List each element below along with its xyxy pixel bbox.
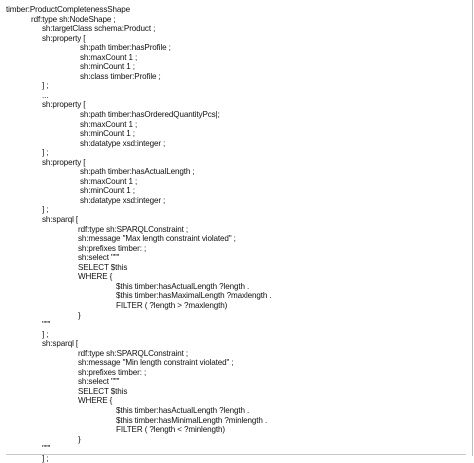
code-line: sh:prefixes timber: ;	[78, 243, 147, 253]
code-line: }	[78, 310, 81, 320]
code-line: FILTER ( ?length < ?minlength)	[116, 425, 225, 435]
code-line: sh:select """	[78, 377, 120, 387]
code-line-ellipsis: ...	[42, 90, 49, 100]
code-line: sh:datatype xsd:integer ;	[80, 138, 166, 148]
code-line: sh:maxCount 1 ;	[80, 176, 138, 186]
page-right-border	[472, 0, 473, 456]
code-line: sh:minCount 1 ;	[80, 62, 135, 72]
code-line: sh:path timber:hasOrderedQuantityPcs|;	[80, 110, 220, 120]
code-line: sh:maxCount 1 ;	[80, 119, 138, 129]
code-line: sh:datatype xsd:integer ;	[80, 195, 166, 205]
code-line: FILTER ( ?length > ?maxlength)	[116, 300, 228, 310]
code-line: sh:minCount 1 ;	[80, 129, 135, 139]
code-line: ] ;	[42, 453, 49, 463]
code-line: sh:class timber:Profile ;	[80, 71, 161, 81]
code-line: sh:property [	[42, 33, 86, 43]
code-line: $this timber:hasMinimalLength ?minlength .	[116, 415, 268, 425]
code-line: }	[78, 434, 81, 444]
code-line: $this timber:hasMaximalLength ?maxlength .	[116, 291, 272, 301]
code-line: sh:targetClass schema:Product ;	[42, 24, 156, 34]
code-line: sh:property [	[42, 157, 86, 167]
code-line: ] ;	[42, 205, 49, 215]
code-line: sh:minCount 1 ;	[80, 186, 135, 196]
code-line-shape-name: timber:ProductCompletenessShape	[6, 5, 131, 14]
code-line: sh:sparql [	[42, 215, 79, 225]
code-line: rdf:type sh:SPARQLConstraint ;	[78, 224, 189, 234]
shacl-code-block	[0, 5, 272, 463]
code-line: sh:property [	[42, 100, 86, 110]
code-line: SELECT $this	[78, 262, 128, 272]
code-line: ] ;	[42, 81, 49, 91]
code-line: ] ;	[42, 329, 49, 339]
code-line: """	[42, 444, 51, 454]
code-line: WHERE {	[78, 272, 113, 282]
code-line: rdf:type sh:SPARQLConstraint ;	[78, 348, 189, 358]
code-line: sh:message "Min length constraint violated" ;	[78, 358, 234, 368]
code-line: sh:maxCount 1 ;	[80, 52, 138, 62]
code-line: sh:message "Max length constraint violated" ;	[78, 234, 236, 244]
code-line: sh:sparql [	[42, 339, 79, 349]
code-line: SELECT $this	[78, 386, 128, 396]
code-line: sh:prefixes timber: ;	[78, 367, 147, 377]
code-line: $this timber:hasActualLength ?length .	[116, 405, 250, 415]
code-line: sh:path timber:hasActualLength ;	[80, 167, 195, 177]
code-line: sh:path timber:hasProfile ;	[80, 43, 171, 53]
code-line: ] ;	[42, 148, 49, 158]
code-line: """	[42, 320, 51, 330]
code-line: WHERE {	[78, 396, 113, 406]
code-line: $this timber:hasActualLength ?length .	[116, 281, 250, 291]
code-line: rdf:type sh:NodeShape ;	[31, 14, 116, 24]
code-line: sh:select """	[78, 253, 120, 263]
